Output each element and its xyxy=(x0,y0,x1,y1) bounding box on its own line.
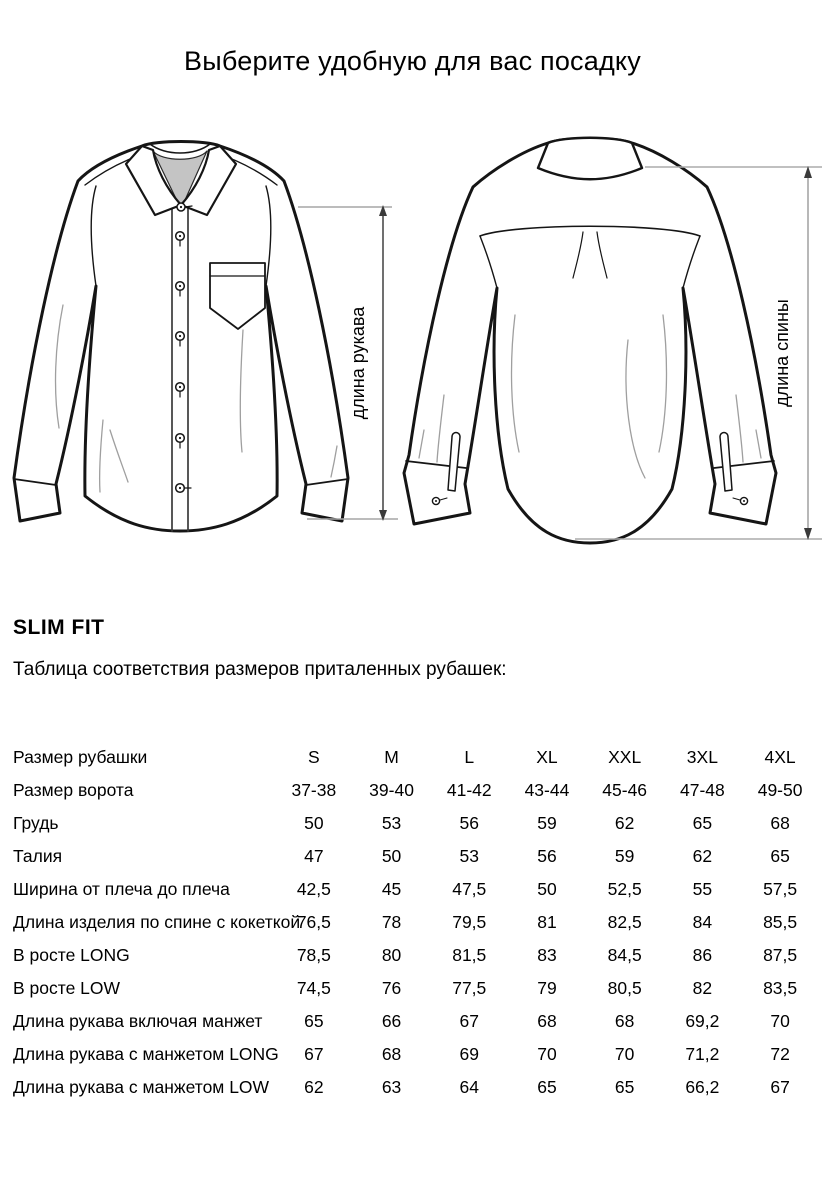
value-cell: 77,5 xyxy=(452,977,487,998)
value-cell: 62 xyxy=(614,812,635,833)
table-row xyxy=(13,840,819,873)
value-cell: 39-40 xyxy=(369,779,414,800)
table-row xyxy=(13,774,819,807)
value-cell: 65 xyxy=(770,845,790,866)
row-label-cell: Грудь xyxy=(13,812,59,833)
value-cell: 71,2 xyxy=(685,1043,720,1064)
value-cell: 72 xyxy=(770,1043,790,1064)
value-cell: 78,5 xyxy=(296,944,331,965)
size-header-cell: 4XL xyxy=(764,746,796,767)
value-cell: 80,5 xyxy=(607,977,642,998)
value-cell: 53 xyxy=(459,845,479,866)
table-row xyxy=(13,972,819,1005)
value-cell: 78 xyxy=(381,911,402,932)
section-heading: SLIM FIT xyxy=(13,616,105,639)
row-label-cell: Длина изделия по спине с кокеткой xyxy=(13,911,301,932)
table-row xyxy=(13,939,819,972)
value-cell: 47-48 xyxy=(679,779,725,800)
value-cell: 68 xyxy=(381,1043,402,1064)
value-cell: 83 xyxy=(537,944,557,965)
value-cell: 50 xyxy=(304,812,324,833)
table-row xyxy=(13,1038,819,1071)
table-row xyxy=(13,1005,819,1038)
value-cell: 68 xyxy=(614,1010,635,1031)
value-cell: 56 xyxy=(537,845,557,866)
value-cell: 45 xyxy=(381,878,402,899)
back-shirt-drawing xyxy=(404,138,776,543)
value-cell: 63 xyxy=(381,1076,402,1097)
value-cell: 70 xyxy=(537,1043,557,1064)
value-cell: 66,2 xyxy=(685,1076,720,1097)
value-cell: 85,5 xyxy=(763,911,798,932)
value-cell: 82 xyxy=(692,977,713,998)
value-cell: 81 xyxy=(537,911,557,932)
row-label-cell: Талия xyxy=(13,845,63,866)
value-cell: 69,2 xyxy=(685,1010,720,1031)
value-cell: 57,5 xyxy=(763,878,798,899)
row-label-cell: В росте LONG xyxy=(13,944,130,965)
table-row xyxy=(13,873,819,906)
page-title: Выберите удобную для вас посадку xyxy=(184,46,641,76)
row-label-cell: Размер ворота xyxy=(13,779,134,800)
size-header-cell: L xyxy=(464,746,475,767)
table-header-row xyxy=(13,741,819,774)
value-cell: 52,5 xyxy=(607,878,642,899)
size-header-cell: S xyxy=(308,746,320,767)
value-cell: 62 xyxy=(692,845,713,866)
row-label-cell: Ширина от плеча до плеча xyxy=(13,878,230,899)
value-cell: 74,5 xyxy=(296,977,331,998)
value-cell: 59 xyxy=(537,812,557,833)
row-label-cell: Длина рукава включая манжет xyxy=(13,1010,263,1031)
value-cell: 76 xyxy=(381,977,402,998)
value-cell: 76,5 xyxy=(296,911,331,932)
table-row xyxy=(13,906,819,939)
size-header-cell: M xyxy=(384,746,399,767)
value-cell: 50 xyxy=(381,845,402,866)
value-cell: 82,5 xyxy=(607,911,642,932)
table-row xyxy=(13,1071,819,1104)
value-cell: 47,5 xyxy=(452,878,487,899)
value-cell: 70 xyxy=(770,1010,790,1031)
row-label-cell: Длина рукава с манжетом LONG xyxy=(13,1043,279,1064)
value-cell: 53 xyxy=(381,812,402,833)
size-header-cell: XL xyxy=(536,746,558,767)
value-cell: 67 xyxy=(770,1076,790,1097)
row-label-cell: В росте LOW xyxy=(13,977,121,998)
section-subtitle: Таблица соответствия размеров приталенных рубашек: xyxy=(13,659,507,680)
value-cell: 67 xyxy=(459,1010,479,1031)
value-cell: 66 xyxy=(381,1010,402,1031)
value-cell: 87,5 xyxy=(763,944,798,965)
value-cell: 79 xyxy=(537,977,557,998)
value-cell: 81,5 xyxy=(452,944,487,965)
value-cell: 70 xyxy=(614,1043,635,1064)
sleeve-length-label: длина рукава xyxy=(348,306,368,420)
value-cell: 55 xyxy=(692,878,713,899)
front-shirt-drawing xyxy=(14,142,348,532)
value-cell: 65 xyxy=(304,1010,324,1031)
value-cell: 68 xyxy=(770,812,790,833)
value-cell: 84,5 xyxy=(607,944,642,965)
value-cell: 84 xyxy=(692,911,713,932)
value-cell: 65 xyxy=(614,1076,635,1097)
value-cell: 59 xyxy=(614,845,635,866)
value-cell: 47 xyxy=(304,845,324,866)
value-cell: 80 xyxy=(381,944,402,965)
value-cell: 65 xyxy=(692,812,713,833)
header-label-cell: Размер рубашки xyxy=(13,746,148,767)
value-cell: 83,5 xyxy=(763,977,798,998)
value-cell: 49-50 xyxy=(757,779,803,800)
value-cell: 65 xyxy=(537,1076,557,1097)
value-cell: 45-46 xyxy=(602,779,648,800)
size-header-cell: XXL xyxy=(608,746,642,767)
back-length-label: длина спины xyxy=(772,299,792,407)
value-cell: 69 xyxy=(459,1043,479,1064)
value-cell: 43-44 xyxy=(524,779,570,800)
value-cell: 86 xyxy=(692,944,713,965)
value-cell: 56 xyxy=(459,812,479,833)
size-header-cell: 3XL xyxy=(686,746,718,767)
size-table xyxy=(13,741,819,1104)
value-cell: 42,5 xyxy=(296,878,331,899)
value-cell: 64 xyxy=(459,1076,479,1097)
value-cell: 41-42 xyxy=(446,779,492,800)
value-cell: 50 xyxy=(537,878,557,899)
value-cell: 79,5 xyxy=(452,911,487,932)
row-label-cell: Длина рукава с манжетом LOW xyxy=(13,1076,270,1097)
value-cell: 67 xyxy=(304,1043,324,1064)
value-cell: 37-38 xyxy=(291,779,337,800)
value-cell: 62 xyxy=(304,1076,324,1097)
table-row xyxy=(13,807,819,840)
value-cell: 68 xyxy=(537,1010,557,1031)
